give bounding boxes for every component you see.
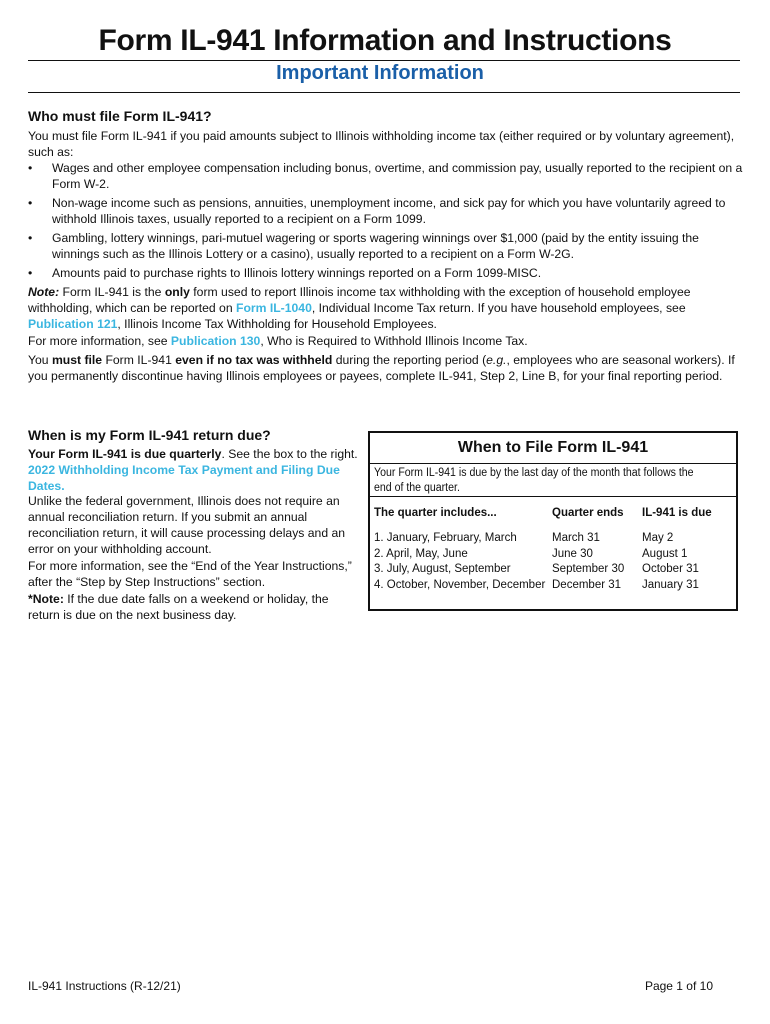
due-date-cell: January 31 bbox=[642, 578, 699, 591]
subtitle-rule bbox=[28, 92, 740, 93]
column-header: IL-941 is due bbox=[642, 507, 712, 519]
quarter-ends-cell: June 30 bbox=[552, 547, 593, 560]
end-of-year-paragraph: For more information, see the “End of the Year Instructions,” after the “Step by Step Instructions” section. bbox=[28, 559, 352, 589]
list-item: • Gambling, lottery winnings, pari-mutuel wagering or sports wagering winnings over $1,000 (paid by the entity issuing the winnings such as the Illinois Lottery or a casino), usually reported to a recipient on a Form W-2G. bbox=[28, 231, 699, 261]
table-row bbox=[374, 531, 732, 547]
household-note: Note: Form IL-941 is the only form used to report Illinois income tax withholding with the exception of household employee withholding, which can be reported on Form IL-1040, Individual Income Tax return. If you have household employees, see Publication 121, Illinois Income Tax Withholding for Household Employees. bbox=[28, 285, 691, 331]
bullet-marker: • bbox=[28, 161, 33, 175]
list-item: • Amounts paid to purchase rights to Illinois lottery winnings reported on a Form 1099-MISC. bbox=[28, 266, 542, 280]
who-must-file-heading: Who must file Form IL-941? bbox=[28, 108, 212, 124]
holiday-note: *Note: If the due date falls on a weekend or holiday, the return is due on the next business day. bbox=[28, 592, 329, 622]
due-quarterly-paragraph: Your Form IL-941 is due quarterly. See the box to the right. 2022 Withholding Income Tax Payment and Filing Due Dates. bbox=[28, 447, 358, 493]
column-header: Quarter ends bbox=[552, 507, 624, 519]
quarter-cell: 1. January, February, March bbox=[374, 532, 517, 544]
must-file-paragraph: You must file Form IL-941 even if no tax was withheld during the reporting period (e.g., employees who are seasonal workers). If you permanently discontinue having Illinois employees or payees, complete IL-941, Step 2, Line B, for your final reporting period. bbox=[28, 353, 735, 383]
bullet-marker: • bbox=[28, 196, 33, 210]
quarter-cell: 4. October, November, December bbox=[374, 578, 546, 591]
quarter-cell: 2. April, May, June bbox=[374, 547, 468, 560]
publication-121-link[interactable]: Publication 121 bbox=[28, 317, 118, 331]
who-must-file-list bbox=[28, 160, 743, 284]
when-to-file-box bbox=[368, 431, 738, 611]
box-title: When to File Form IL-941 bbox=[457, 439, 649, 456]
more-info-pub130: For more information, see Publication 130, Who is Required to Withhold Illinois Income Tax. bbox=[28, 334, 528, 348]
bullet-marker: • bbox=[28, 266, 33, 280]
due-dates-table bbox=[374, 507, 732, 593]
list-item: • Non-wage income such as pensions, annuities, unemployment income, and sick pay for which you have voluntarily agreed to withhold Illinois taxes, usually reported to a recipient on a Form 1099. bbox=[28, 196, 726, 226]
form-il-1040-link[interactable]: Form IL-1040 bbox=[236, 301, 312, 315]
due-date-cell: May 2 bbox=[642, 532, 674, 544]
due-dates-link[interactable]: 2022 Withholding Income Tax Payment and Filing Due Dates. bbox=[28, 463, 340, 493]
table-row bbox=[374, 562, 732, 578]
table-row bbox=[374, 547, 732, 563]
table-row bbox=[374, 578, 732, 594]
quarter-ends-cell: September 30 bbox=[552, 563, 625, 575]
who-must-file-intro: You must file Form IL-941 if you paid amounts subject to Illinois withholding income tax (either required or by voluntary agreement), such as: bbox=[28, 129, 735, 159]
publication-130-link[interactable]: Publication 130 bbox=[170, 334, 261, 348]
title-rule bbox=[28, 60, 740, 61]
footer-form-revision: IL-941 Instructions (R-12/21) bbox=[28, 979, 181, 993]
box-divider bbox=[370, 496, 736, 497]
table-header-row bbox=[374, 507, 732, 531]
list-item: • Wages and other employee compensation including bonus, overtime, and commission pay, usually reported to the recipient on a Form W-2. bbox=[28, 161, 743, 191]
page-subtitle: Important Information bbox=[276, 62, 484, 84]
page-title: Form IL-941 Information and Instructions bbox=[98, 24, 672, 57]
box-divider bbox=[370, 463, 736, 464]
bullet-marker: • bbox=[28, 231, 33, 245]
reconciliation-paragraph: Unlike the federal government, Illinois does not require an annual reconciliation return. If you submit an annual reconciliation return, it will cause processing delays and an error on your withholding account. bbox=[28, 494, 346, 556]
column-header: The quarter includes... bbox=[374, 507, 497, 519]
quarter-ends-cell: March 31 bbox=[552, 532, 600, 544]
box-note: Your Form IL-941 is due by the last day of the month that follows the end of the quarter. bbox=[374, 467, 694, 494]
when-due-heading: When is my Form IL-941 return due? bbox=[28, 427, 271, 443]
due-date-cell: October 31 bbox=[642, 563, 699, 575]
footer-page-number: Page 1 of 10 bbox=[644, 979, 713, 993]
quarter-cell: 3. July, August, September bbox=[374, 563, 511, 575]
due-date-cell: August 1 bbox=[642, 547, 688, 560]
quarter-ends-cell: December 31 bbox=[552, 578, 622, 591]
